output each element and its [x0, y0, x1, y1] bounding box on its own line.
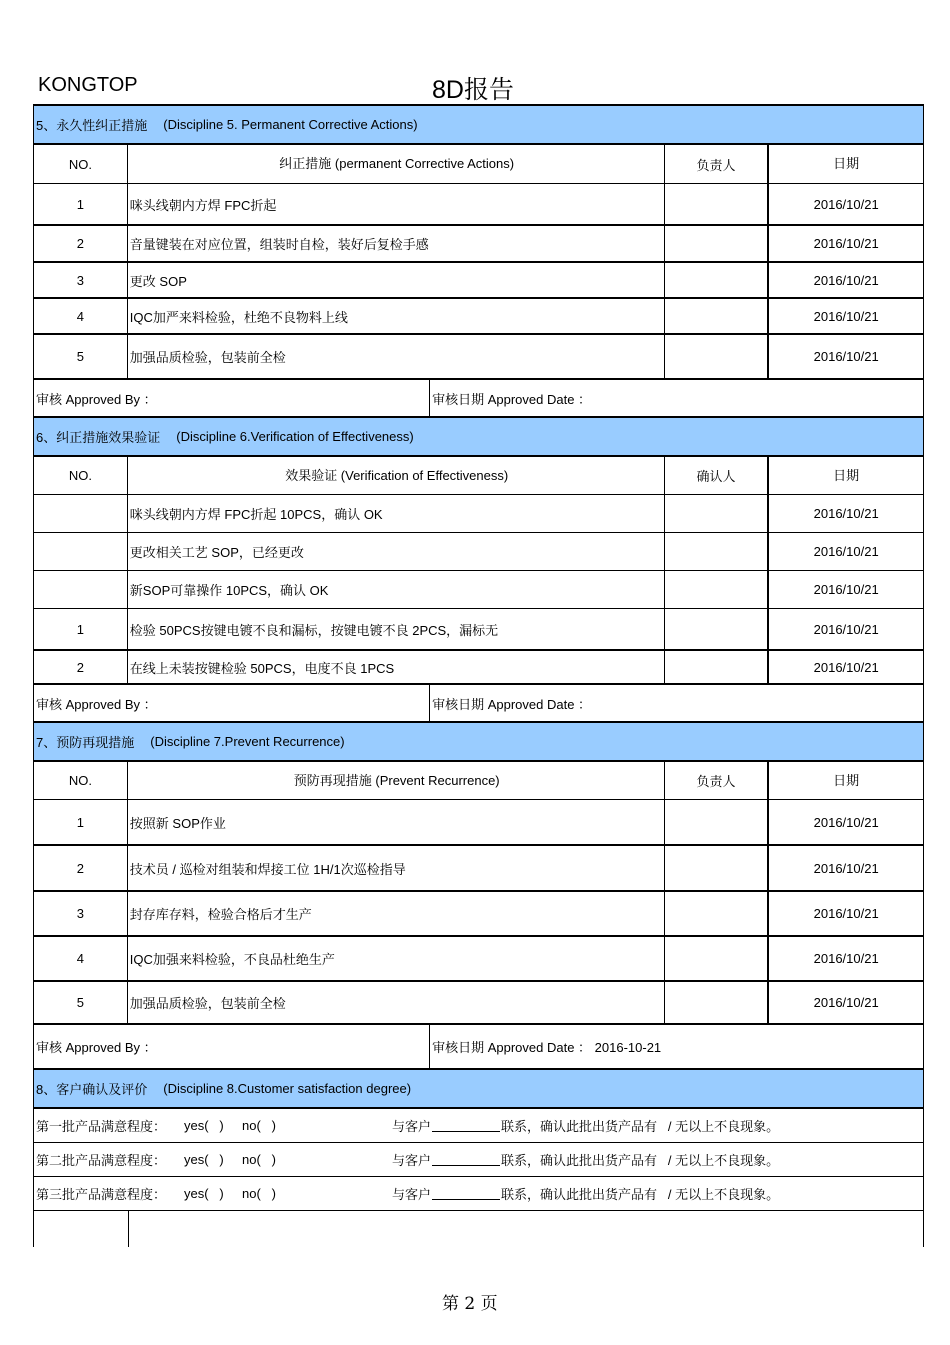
col-date: 日期 [833, 468, 860, 483]
row-owner [665, 800, 770, 844]
row-date: 2016/10/21 [813, 659, 879, 675]
table-row [33, 299, 924, 335]
table-row [33, 184, 924, 226]
table-row [33, 800, 924, 846]
row-date: 2016/10/21 [813, 621, 879, 637]
no-option[interactable]: no( ) [242, 1152, 276, 1167]
row-action: 封存库存料，检验合格后才生产 [128, 892, 665, 935]
customer-name-blank[interactable] [432, 1153, 500, 1166]
contact-suffix: 联系，确认此批出货产品有 / 无以上不良现象。 [501, 1119, 780, 1134]
row-action: 在线上未装按键检验 50PCS，电度不良 1PCS [128, 651, 665, 683]
row-owner [665, 571, 770, 608]
table-row [33, 263, 924, 299]
row-owner [665, 495, 770, 532]
no-option[interactable]: no( ) [242, 1118, 276, 1133]
row-owner [665, 609, 770, 649]
row-no: 1 [34, 800, 128, 844]
col-no: NO. [34, 762, 128, 799]
row-no [34, 571, 128, 608]
column-divider [128, 1211, 129, 1247]
contact-suffix: 联系，确认此批出货产品有 / 无以上不良现象。 [501, 1187, 780, 1202]
table-row [33, 846, 924, 892]
row-no [34, 533, 128, 570]
row-no: 3 [34, 263, 128, 297]
row-date: 2016/10/21 [813, 582, 879, 597]
row-owner [665, 299, 770, 333]
table-row [33, 226, 924, 263]
row-action: 更改 SOP [128, 263, 665, 297]
row-no: 1 [34, 184, 128, 224]
row-owner [665, 335, 770, 378]
section6-title-en: (Discipline 6.Verification of Effectiveness) [176, 429, 414, 444]
section6-title: 6、纠正措施效果验证 [36, 430, 161, 445]
row-owner [665, 226, 770, 261]
table-row [33, 609, 924, 651]
section7-title-en: (Discipline 7.Prevent Recurrence) [150, 734, 345, 749]
row-action: 新SOP可靠操作 10PCS，确认 OK [128, 571, 665, 608]
approved-date: 审核日期 Approved Date ： [432, 391, 592, 407]
row-action: 咪头线朝内方焊 FPC折起 10PCS，确认 OK [128, 495, 665, 532]
row-date: 2016/10/21 [813, 951, 879, 966]
col-owner: 确认人 [665, 457, 770, 494]
batch-label: 第二批产品满意程度： [36, 1153, 167, 1168]
table-row [33, 892, 924, 937]
row-date: 2016/10/21 [813, 995, 879, 1010]
section7-header [33, 721, 924, 762]
row-date: 2016/10/21 [813, 349, 879, 364]
col-no: NO. [34, 145, 128, 183]
row-date: 2016/10/21 [813, 308, 879, 324]
row-no: 2 [34, 651, 128, 683]
approved-date: 审核日期 Approved Date ： 2016-10-21 [432, 1040, 662, 1055]
row-owner [665, 846, 770, 890]
row-no: 2 [34, 226, 128, 261]
table-row [33, 533, 924, 571]
row-no: 5 [34, 982, 128, 1023]
satisfaction-row [33, 1143, 924, 1177]
row-action: IQC加强来料检验，不良品杜绝生产 [128, 937, 665, 980]
row-no: 3 [34, 892, 128, 935]
col-action: 纠正措施 (permanent Corrective Actions) [128, 145, 665, 183]
table-row [33, 495, 924, 533]
col-owner: 负责人 [665, 762, 770, 799]
report-title: 8D报告 [432, 76, 514, 104]
col-no: NO. [34, 457, 128, 494]
customer-name-blank[interactable] [432, 1119, 500, 1132]
row-owner [665, 892, 770, 935]
col-action: 效果验证 (Verification of Effectiveness) [128, 457, 665, 494]
row-action: IQC加严来料检验，杜绝不良物料上线 [128, 299, 665, 333]
row-no: 4 [34, 299, 128, 333]
contact-prefix: 与客户 [392, 1119, 432, 1134]
satisfaction-row [33, 1109, 924, 1143]
no-option[interactable]: no( ) [242, 1186, 276, 1201]
signature-area [33, 1211, 924, 1247]
row-owner [665, 263, 770, 297]
row-date: 2016/10/21 [813, 272, 879, 288]
section8-title: 8、客户确认及评价 [36, 1082, 148, 1097]
section6-column-header [33, 457, 924, 495]
row-date: 2016/10/21 [813, 196, 879, 212]
row-no: 1 [34, 609, 128, 649]
contact-prefix: 与客户 [392, 1153, 432, 1168]
table-row [33, 982, 924, 1025]
row-no: 5 [34, 335, 128, 378]
row-action: 更改相关工艺 SOP，已经更改 [128, 533, 665, 570]
company-name: KONGTOP [38, 74, 138, 96]
section8-header [33, 1068, 924, 1109]
row-no: 2 [34, 846, 128, 890]
section7-title: 7、预防再现措施 [36, 735, 135, 750]
row-owner [665, 184, 770, 224]
row-date: 2016/10/21 [813, 506, 879, 521]
row-action: 按照新 SOP作业 [128, 800, 665, 844]
section5-column-header [33, 145, 924, 184]
section6-header [33, 416, 924, 457]
row-action: 咪头线朝内方焊 FPC折起 [128, 184, 665, 224]
report-sheet [33, 105, 924, 1247]
yes-option[interactable]: yes( ) [184, 1152, 224, 1167]
col-owner: 负责人 [665, 145, 770, 183]
col-date: 日期 [833, 773, 860, 788]
table-row [33, 335, 924, 380]
yes-option[interactable]: yes( ) [184, 1118, 224, 1133]
row-date: 2016/10/21 [813, 906, 879, 921]
approved-date: 审核日期 Approved Date ： [432, 696, 592, 712]
col-action: 预防再现措施 (Prevent Recurrence) [128, 762, 665, 799]
batch-label: 第一批产品满意程度： [36, 1119, 167, 1134]
table-row [33, 651, 924, 685]
page-number: 第 2 页 [442, 1294, 498, 1314]
section6-approval-row [33, 685, 924, 722]
approved-by: 审核 Approved By ： [34, 380, 430, 416]
section7-column-header [33, 762, 924, 800]
yes-option[interactable]: yes( ) [184, 1186, 224, 1201]
row-no [34, 495, 128, 532]
section5-title: 5、永久性纠正措施 [36, 118, 148, 133]
approved-by: 审核 Approved By ： [34, 685, 430, 721]
row-no: 4 [34, 937, 128, 980]
contact-prefix: 与客户 [392, 1187, 432, 1202]
row-date: 2016/10/21 [813, 860, 879, 876]
table-row [33, 937, 924, 982]
row-action: 检验 50PCS按键电镀不良和漏标，按键电镀不良 2PCS，漏标无 [128, 609, 665, 649]
contact-suffix: 联系，确认此批出货产品有 / 无以上不良现象。 [501, 1153, 780, 1168]
table-row [33, 571, 924, 609]
customer-name-blank[interactable] [432, 1187, 500, 1200]
batch-label: 第三批产品满意程度： [36, 1187, 167, 1202]
section5-title-en: (Discipline 5. Permanent Corrective Actions) [163, 117, 418, 132]
section8-title-en: (Discipline 8.Customer satisfaction degree) [163, 1081, 412, 1096]
row-date: 2016/10/21 [813, 814, 879, 830]
section5-header [33, 104, 924, 145]
section7-approval-row [33, 1025, 924, 1069]
satisfaction-row [33, 1177, 924, 1211]
approved-by: 审核 Approved By ： [34, 1025, 430, 1068]
row-action: 加强品质检验，包装前全检 [128, 982, 665, 1023]
row-action: 技术员 / 巡检对组装和焊接工位 1H/1次巡检指导 [128, 846, 665, 890]
row-owner [665, 982, 770, 1023]
row-action: 音量键装在对应位置，组装时自检，装好后复检手感 [128, 226, 665, 261]
row-date: 2016/10/21 [813, 236, 879, 251]
col-date: 日期 [833, 156, 860, 171]
section5-approval-row [33, 380, 924, 417]
row-owner [665, 533, 770, 570]
row-action: 加强品质检验，包装前全检 [128, 335, 665, 378]
row-owner [665, 937, 770, 980]
row-owner [665, 651, 770, 683]
row-date: 2016/10/21 [813, 544, 879, 559]
